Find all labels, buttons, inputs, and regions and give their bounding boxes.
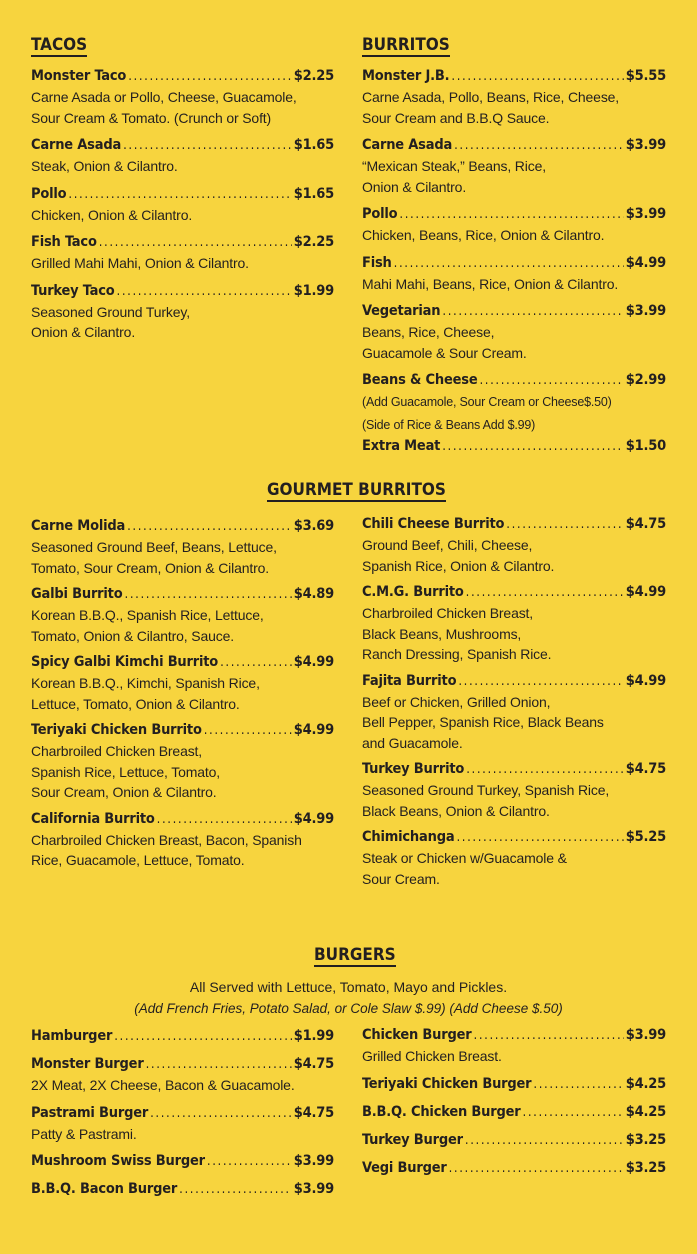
dot-leader bbox=[479, 371, 623, 391]
item-description: Charbroiled Chicken Breast, Black Beans, Mushrooms, Ranch Dressing, Spanish Rice. bbox=[362, 605, 552, 662]
item-name: California Burrito bbox=[31, 810, 155, 827]
item-price: $4.99 bbox=[293, 654, 334, 670]
menu-item-vegetarian bbox=[362, 301, 666, 363]
dot-leader bbox=[466, 760, 624, 780]
item-name: Teriyaki Chicken Burger bbox=[362, 1075, 532, 1092]
item-price: $4.75 bbox=[625, 761, 666, 777]
item-description: Charbroiled Chicken Breast, Bacon, Spanish Rice, Guacamole, Lettuce, Tomato. bbox=[31, 831, 302, 868]
item-header bbox=[362, 301, 666, 322]
item-header bbox=[31, 1103, 334, 1124]
item-description: Beans, Rice, Cheese, Guacamole & Sour Cream. bbox=[362, 324, 527, 361]
menu-item-c-m-g-burrito bbox=[362, 582, 666, 665]
item-description: Ground Beef, Chili, Cheese, Spanish Rice, Onion & Cilantro. bbox=[362, 537, 555, 574]
item-price: $3.99 bbox=[293, 1181, 334, 1197]
item-description: Steak or Chicken w/Guacamole & Sour Cream. bbox=[362, 850, 567, 887]
dot-leader bbox=[451, 67, 623, 87]
dot-leader bbox=[114, 1027, 292, 1047]
menu-item-spicy-galbi-kimchi-burrito bbox=[31, 652, 334, 714]
item-name: Monster Taco bbox=[31, 68, 127, 84]
dot-leader bbox=[458, 672, 623, 692]
item-description: Mahi Mahi, Beans, Rice, Onion & Cilantro. bbox=[362, 275, 619, 292]
item-price: $2.25 bbox=[293, 68, 334, 84]
dot-leader bbox=[442, 302, 623, 322]
item-header bbox=[31, 652, 334, 673]
burritos-note-add: (Add Guacamole, Sour Cream or Cheese$.50) bbox=[362, 395, 612, 409]
item-name: B.B.Q. Bacon Burger bbox=[31, 1181, 178, 1197]
gourmet-left-list bbox=[31, 516, 334, 871]
dot-leader bbox=[465, 1131, 624, 1151]
dot-leader bbox=[68, 185, 291, 205]
dot-leader bbox=[456, 828, 623, 848]
item-header bbox=[31, 1151, 334, 1172]
dot-leader bbox=[399, 205, 623, 225]
burritos-list bbox=[362, 66, 666, 457]
menu-item-vegi-burger bbox=[362, 1158, 666, 1179]
item-price: $1.99 bbox=[293, 1028, 334, 1044]
item-price: $3.99 bbox=[293, 1153, 334, 1169]
item-price: $4.25 bbox=[625, 1075, 666, 1092]
item-header bbox=[362, 514, 666, 535]
item-name: Vegi Burger bbox=[362, 1159, 447, 1176]
item-name: Chicken Burger bbox=[362, 1027, 472, 1043]
menu-item-monster-burger bbox=[31, 1054, 334, 1096]
item-name: Chili Cheese Burrito bbox=[362, 516, 505, 532]
item-description: Korean B.B.Q., Spanish Rice, Lettuce, Tomato, Onion & Cilantro, Sauce. bbox=[31, 607, 264, 644]
burgers-left-list bbox=[31, 1026, 334, 1200]
item-name: Monster J.B. bbox=[362, 68, 450, 84]
item-header bbox=[362, 370, 666, 391]
item-name: Chimichanga bbox=[362, 829, 455, 845]
item-header bbox=[31, 1054, 334, 1075]
item-description: Charbroiled Chicken Breast, Spanish Rice, Lettuce, Tomato, Sour Cream, Onion & Cilantro. bbox=[31, 743, 221, 800]
burgers-served-with: All Served with Lettuce, Tomato, Mayo and Pickles. bbox=[189, 979, 508, 995]
item-header bbox=[31, 281, 334, 302]
menu-item-carne-molida bbox=[31, 516, 334, 578]
item-price: $1.65 bbox=[293, 137, 334, 153]
menu-item-pollo bbox=[31, 184, 334, 226]
item-price: $4.99 bbox=[625, 672, 666, 689]
menu-item-teriyaki-chicken-burrito bbox=[31, 720, 334, 803]
item-description: Grilled Mahi Mahi, Onion & Cilantro. bbox=[31, 255, 249, 271]
item-price: $1.99 bbox=[293, 282, 334, 299]
item-description: Chicken, Beans, Rice, Onion & Cilantro. bbox=[362, 227, 605, 243]
item-price: $3.69 bbox=[293, 518, 334, 534]
item-header bbox=[362, 1074, 666, 1095]
item-description: Beef or Chicken, Grilled Onion, Bell Pepper, Spanish Rice, Black Beans and Guacamole. bbox=[362, 693, 604, 751]
item-description: 2X Meat, 2X Cheese, Bacon & Guacamole. bbox=[31, 1077, 295, 1093]
menu-item-monster-taco bbox=[31, 66, 334, 128]
tacos-title: TACOS bbox=[31, 35, 88, 55]
item-header bbox=[31, 516, 334, 537]
item-price: $3.99 bbox=[625, 1027, 666, 1043]
dot-leader bbox=[506, 515, 623, 535]
item-header bbox=[362, 582, 666, 603]
item-name: Teriyaki Chicken Burrito bbox=[31, 722, 202, 738]
item-header bbox=[362, 204, 666, 225]
menu-item-fish-taco bbox=[31, 232, 334, 274]
item-header bbox=[31, 1026, 334, 1047]
burgers-addons: (Add French Fries, Potato Salad, or Cole Slaw $.99) (Add Cheese $.50) bbox=[134, 1001, 563, 1016]
menu-item-turkey-taco bbox=[31, 281, 334, 343]
item-header bbox=[362, 1025, 666, 1046]
item-header bbox=[362, 759, 666, 780]
item-name: Turkey Taco bbox=[31, 282, 115, 299]
item-price: $5.25 bbox=[625, 829, 666, 845]
dot-leader bbox=[157, 810, 292, 830]
item-price: $3.25 bbox=[625, 1131, 666, 1148]
menu-item-mushroom-swiss-burger bbox=[31, 1151, 334, 1172]
burritos-title: BURRITOS bbox=[362, 35, 450, 55]
dot-leader bbox=[179, 1180, 292, 1200]
item-name: Galbi Burrito bbox=[31, 586, 123, 602]
item-price: $2.25 bbox=[293, 234, 334, 250]
item-header bbox=[362, 1158, 666, 1179]
dot-leader bbox=[220, 653, 292, 673]
menu-item-teriyaki-chicken-burger bbox=[362, 1074, 666, 1095]
menu-item-hamburger bbox=[31, 1026, 334, 1047]
item-name: Fish bbox=[362, 254, 392, 271]
item-price: $4.25 bbox=[625, 1103, 666, 1120]
item-description: Carne Asada or Pollo, Cheese, Guacamole, Sour Cream & Tomato. (Crunch or Soft) bbox=[31, 89, 297, 126]
item-header bbox=[31, 232, 334, 253]
menu-item-pollo bbox=[362, 204, 666, 246]
item-name: Mushroom Swiss Burger bbox=[31, 1153, 205, 1169]
item-price: $4.75 bbox=[293, 1056, 334, 1072]
item-price: $4.75 bbox=[293, 1104, 334, 1121]
menu-item-b-b-q-chicken-burger bbox=[362, 1102, 666, 1123]
gourmet-title: GOURMET BURRITOS bbox=[267, 480, 446, 500]
item-name: Carne Asada bbox=[362, 137, 453, 153]
item-header bbox=[31, 584, 334, 605]
menu-item-carne-asada bbox=[362, 135, 666, 197]
item-description: Carne Asada, Pollo, Beans, Rice, Cheese, Sour Cream and B.B.Q Sauce. bbox=[362, 89, 620, 126]
item-price: $4.89 bbox=[293, 586, 334, 602]
dot-leader bbox=[394, 254, 624, 274]
item-description: Korean B.B.Q., Kimchi, Spanish Rice, Lettuce, Tomato, Onion & Cilantro. bbox=[31, 675, 260, 712]
dot-leader bbox=[442, 437, 624, 457]
item-header bbox=[362, 66, 666, 87]
item-price: $3.25 bbox=[625, 1159, 666, 1176]
item-price: $4.99 bbox=[293, 722, 334, 738]
dot-leader bbox=[125, 585, 292, 605]
item-name: Spicy Galbi Kimchi Burrito bbox=[31, 654, 219, 670]
item-name: Monster Burger bbox=[31, 1056, 144, 1072]
item-header bbox=[362, 827, 666, 848]
item-name: Hamburger bbox=[31, 1028, 113, 1044]
dot-leader bbox=[117, 282, 292, 302]
dot-leader bbox=[533, 1075, 623, 1095]
item-name: Fajita Burrito bbox=[362, 672, 457, 689]
dot-leader bbox=[523, 1103, 624, 1123]
dot-leader bbox=[128, 67, 292, 87]
menu-item-california-burrito bbox=[31, 809, 334, 871]
menu-item-turkey-burrito bbox=[362, 759, 666, 821]
item-name: C.M.G. Burrito bbox=[362, 584, 464, 600]
dot-leader bbox=[146, 1055, 292, 1075]
menu-item-carne-asada bbox=[31, 135, 334, 177]
item-description: Steak, Onion & Cilantro. bbox=[31, 158, 178, 174]
item-name: Carne Asada bbox=[31, 137, 122, 153]
dot-leader bbox=[150, 1104, 292, 1124]
item-name: Pollo bbox=[31, 185, 67, 202]
tacos-list bbox=[31, 66, 334, 343]
item-name: Extra Meat bbox=[362, 438, 441, 454]
menu-item-chicken-burger bbox=[362, 1025, 666, 1067]
burgers-subtitle bbox=[0, 977, 697, 1019]
menu-item-beans-cheese bbox=[362, 370, 666, 391]
dot-leader bbox=[204, 721, 292, 741]
dot-leader bbox=[207, 1152, 292, 1172]
item-header bbox=[362, 253, 666, 274]
item-header bbox=[31, 184, 334, 205]
item-price: $3.99 bbox=[625, 206, 666, 222]
burgers-title: BURGERS bbox=[314, 945, 396, 965]
item-name: Vegetarian bbox=[362, 303, 441, 319]
dot-leader bbox=[127, 517, 292, 537]
menu-item-extra-meat bbox=[362, 436, 666, 457]
item-price: $2.99 bbox=[625, 372, 666, 388]
item-description: Seasoned Ground Turkey, Onion & Cilantro. bbox=[31, 303, 190, 340]
menu-item-galbi-burrito bbox=[31, 584, 334, 646]
item-description: “Mexican Steak,” Beans, Rice, Onion & Cilantro. bbox=[362, 158, 546, 195]
item-price: $3.99 bbox=[625, 137, 666, 153]
dot-leader bbox=[449, 1159, 624, 1179]
menu-item-chimichanga bbox=[362, 827, 666, 889]
item-name: Turkey Burrito bbox=[362, 761, 465, 777]
menu-item-b-b-q-bacon-burger bbox=[31, 1179, 334, 1200]
menu-item-fajita-burrito bbox=[362, 671, 666, 754]
item-header bbox=[362, 671, 666, 692]
item-name: Beans & Cheese bbox=[362, 372, 478, 388]
burritos-note-side: (Side of Rice & Beans Add $.99) bbox=[362, 417, 536, 432]
item-header bbox=[31, 66, 334, 87]
item-price: $5.55 bbox=[625, 68, 666, 84]
item-header bbox=[362, 1102, 666, 1123]
item-description: Seasoned Ground Beef, Beans, Lettuce, Tomato, Sour Cream, Onion & Cilantro. bbox=[31, 539, 277, 576]
item-name: Pollo bbox=[362, 206, 398, 222]
dot-leader bbox=[466, 583, 624, 603]
item-header bbox=[362, 135, 666, 156]
item-description: Patty & Pastrami. bbox=[31, 1125, 137, 1142]
item-price: $1.65 bbox=[293, 185, 334, 202]
menu-item-pastrami-burger bbox=[31, 1103, 334, 1145]
item-name: Fish Taco bbox=[31, 234, 97, 250]
menu-item-chili-cheese-burrito bbox=[362, 514, 666, 576]
item-description: Chicken, Onion & Cilantro. bbox=[31, 206, 193, 223]
dot-leader bbox=[474, 1026, 624, 1046]
dot-leader bbox=[454, 136, 624, 156]
item-header bbox=[31, 809, 334, 830]
item-header bbox=[31, 135, 334, 156]
item-price: $4.99 bbox=[625, 584, 666, 600]
item-name: Turkey Burger bbox=[362, 1131, 463, 1148]
item-header bbox=[362, 1130, 666, 1151]
item-price: $4.75 bbox=[625, 516, 666, 532]
item-name: Pastrami Burger bbox=[31, 1104, 149, 1121]
item-price: $4.99 bbox=[625, 254, 666, 271]
item-header bbox=[31, 720, 334, 741]
burgers-right-list bbox=[362, 1025, 666, 1179]
item-price: $3.99 bbox=[625, 303, 666, 319]
item-name: B.B.Q. Chicken Burger bbox=[362, 1103, 521, 1120]
item-description: Seasoned Ground Turkey, Spanish Rice, Black Beans, Onion & Cilantro. bbox=[362, 782, 610, 819]
item-price: $1.50 bbox=[625, 438, 666, 454]
item-name: Carne Molida bbox=[31, 518, 126, 534]
item-price: $4.99 bbox=[293, 810, 334, 827]
menu-item-fish bbox=[362, 253, 666, 295]
dot-leader bbox=[123, 136, 292, 156]
menu-item-turkey-burger bbox=[362, 1130, 666, 1151]
menu-item-monster-j-b bbox=[362, 66, 666, 128]
item-description: Grilled Chicken Breast. bbox=[362, 1048, 502, 1064]
dot-leader bbox=[99, 233, 292, 253]
item-header bbox=[31, 1179, 334, 1200]
gourmet-right-list bbox=[362, 514, 666, 889]
